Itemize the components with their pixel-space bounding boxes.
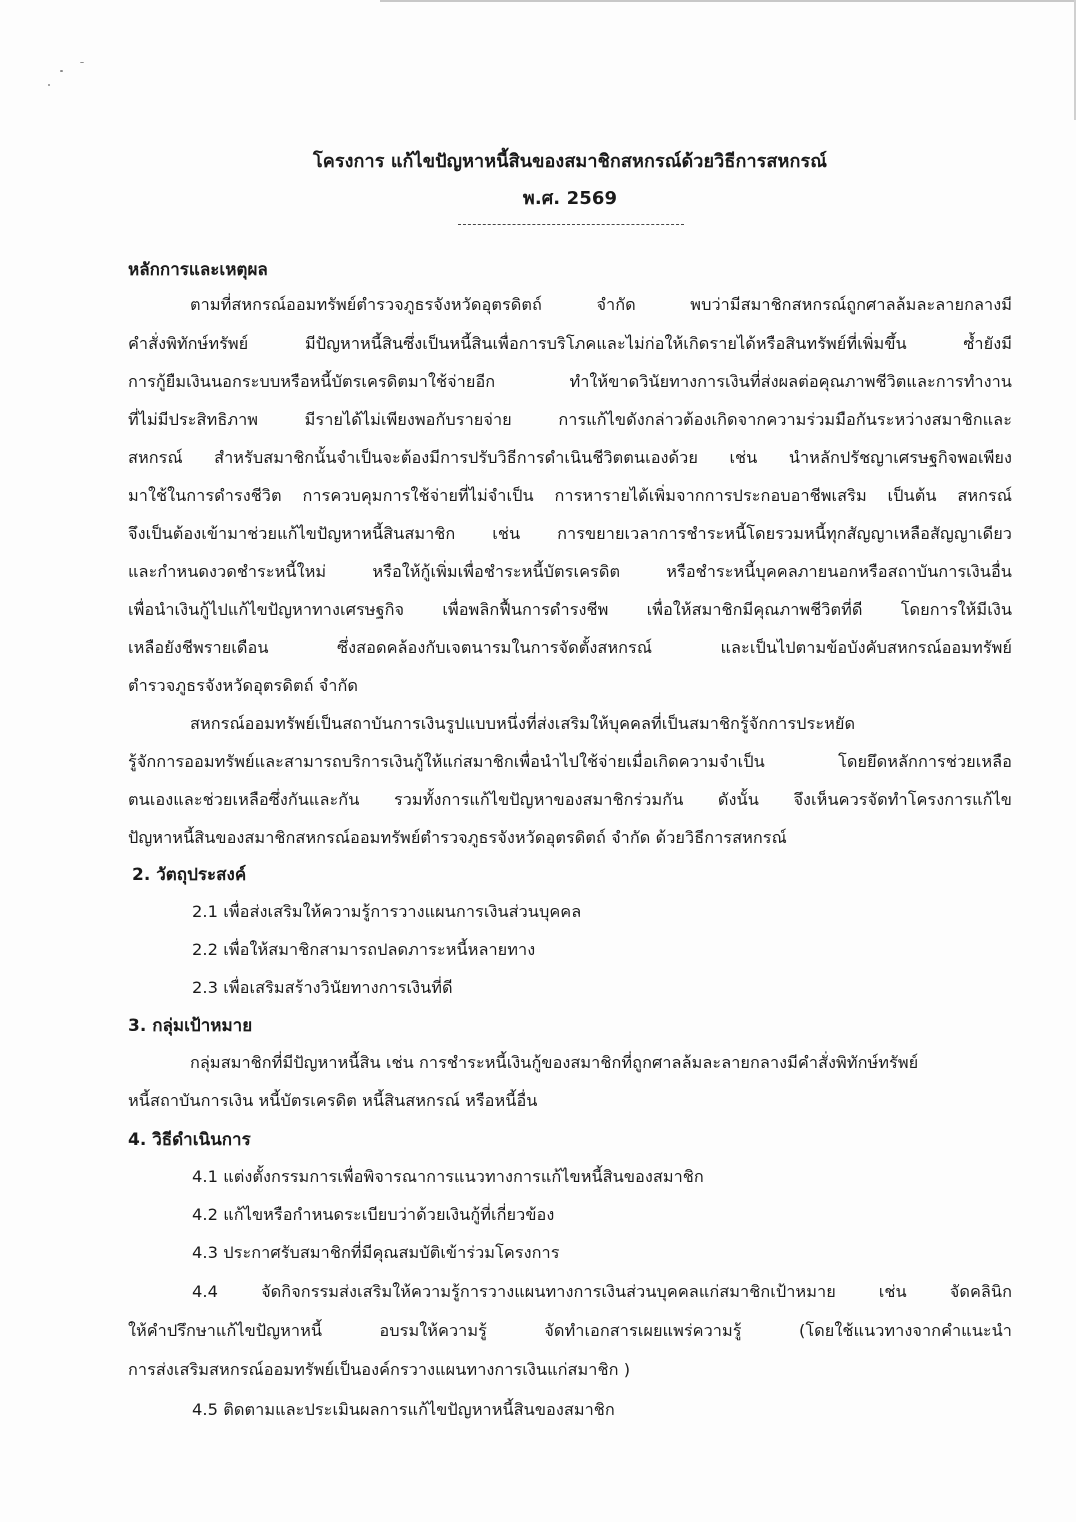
scan-speck (48, 84, 50, 86)
scan-edge (380, 0, 1076, 2)
paragraph-line: สหกรณ์ สำหรับสมาชิกนั้นจำเป็นจะต้องมีการปรับวิธีการดำเนินชีวิตตนเองด้วย เช่น นำหลักปรัชญาเศรษฐกิจพอเพียง (128, 448, 1012, 467)
objective-item: 2.1 เพื่อส่งเสริมให้ความรู้การวางแผนการเงินส่วนบุคคล (192, 902, 582, 921)
rationale-heading: หลักการและเหตุผล (128, 260, 268, 280)
paragraph-line: และกำหนดงวดชำระหนี้ใหม่ หรือให้กู้เพิ่มเพื่อชำระหนี้บัตรเครดิต หรือชำระหนี้บุคคลภายนอกหรือสถาบันการเงินอื่น (128, 562, 1012, 581)
paragraph-line: กลุ่มสมาชิกที่มีปัญหาหนี้สิน เช่น การชำระหนี้เงินกู้ของสมาชิกที่ถูกศาลล้มละลายกลางมีคำสั่งพิทักษ์ทรัพย์ (190, 1053, 919, 1072)
target-heading: 3. กลุ่มเป้าหมาย (128, 1016, 253, 1036)
document-title: โครงการ แก้ไขปัญหาหนี้สินของสมาชิกสหกรณ์ด้วยวิธีการสหกรณ์ (312, 151, 828, 172)
method-item: 4.1 แต่งตั้งกรรมการเพื่อพิจารณาการแนวทางการแก้ไขหนี้สินของสมาชิก (192, 1167, 704, 1186)
document-year: พ.ศ. 2569 (522, 188, 618, 209)
paragraph-line: ที่ไม่มีประสิทธิภาพ มีรายได้ไม่เพียงพอกับรายจ่าย การแก้ไขดังกล่าวต้องเกิดจากความร่วมมือกันระหว่างสมาชิกและ (128, 410, 1012, 429)
paragraph-line: ให้คำปรึกษาแก้ไขปัญหาหนี้ อบรมให้ความรู้ จัดทำเอกสารเผยแพร่ความรู้ (โดยใช้แนวทางจากคำแนะนำ (128, 1321, 1012, 1340)
method-item: 4.2 แก้ไขหรือกำหนดระเบียบว่าด้วยเงินกู้ที่เกี่ยวข้อง (192, 1205, 555, 1224)
dashed-divider (458, 224, 684, 225)
paragraph-line: หนี้สถาบันการเงิน หนี้บัตรเครดิต หนี้สินสหกรณ์ หรือหนี้อื่น (128, 1091, 538, 1110)
method-item: 4.3 ประกาศรับสมาชิกที่มีคุณสมบัติเข้าร่วมโครงการ (192, 1243, 560, 1262)
method-heading: 4. วิธีดำเนินการ (128, 1130, 251, 1150)
scan-speck (60, 70, 63, 72)
paragraph-line: มาใช้ในการดำรงชีวิต การควบคุมการใช้จ่ายที่ไม่จำเป็น การหารายได้เพิ่มจากการประกอบอาชีพเสริม เป็นต้น สหกรณ์ (128, 486, 1012, 505)
paragraph-line: การกู้ยืมเงินนอกระบบหรือหนี้บัตรเครดิตมาใช้จ่ายอีก ทำให้ขาดวินัยทางการเงินที่ส่งผลต่อคุณภาพชีวิตและการทำงาน (128, 372, 1012, 391)
paragraph-line: ตามที่สหกรณ์ออมทรัพย์ตำรวจภูธรจังหวัดอุตรดิตถ์ จำกัด พบว่ามีสมาชิกสหกรณ์ถูกศาลล้มละลายกลางมี (190, 295, 1012, 314)
scan-speck (80, 62, 84, 63)
paragraph-line: เหลือยังชีพรายเดือน ซึ่งสอดคล้องกับเจตนารมในการจัดตั้งสหกรณ์ และเป็นไปตามข้อบังคับสหกรณ์ออมทรัพย์ (128, 638, 1012, 657)
paragraph-line: จึงเป็นต้องเข้ามาช่วยแก้ไขปัญหาหนี้สินสมาชิก เช่น การขยายเวลาการชำระหนี้โดยรวมหนี้ทุกสัญญาเหลือสัญญาเดียว (128, 524, 1012, 543)
objective-item: 2.2 เพื่อให้สมาชิกสามารถปลดภาระหนี้หลายทาง (192, 940, 536, 959)
paragraph-line: เพื่อนำเงินกู้ไปแก้ไขปัญหาทางเศรษฐกิจ เพื่อพลิกฟื้นการดำรงชีพ เพื่อให้สมาชิกมีคุณภาพชีวิตที่ดี โดยการให้มีเงิน (128, 600, 1012, 619)
objective-item: 2.3 เพื่อเสริมสร้างวินัยทางการเงินที่ดี (192, 978, 453, 997)
paragraph-line: ตำรวจภูธรจังหวัดอุตรดิตถ์ จำกัด (128, 676, 358, 695)
paragraph-line: สหกรณ์ออมทรัพย์เป็นสถาบันการเงินรูปแบบหนึ่งที่ส่งเสริมให้บุคคลที่เป็นสมาชิกรู้จักการประหยัด (190, 714, 856, 733)
method-item: 4.5 ติดตามและประเมินผลการแก้ไขปัญหาหนี้สินของสมาชิก (192, 1400, 615, 1419)
paragraph-line: การส่งเสริมสหกรณ์ออมทรัพย์เป็นองค์กรวางแผนทางการเงินแก่สมาชิก ) (128, 1360, 631, 1379)
method-item: 4.4 จัดกิจกรรมส่งเสริมให้ความรู้การวางแผนทางการเงินส่วนบุคคลแก่สมาชิกเป้าหมาย เช่น จัดคลินิก (192, 1282, 1012, 1301)
paragraph-line: รู้จักการออมทรัพย์และสามารถบริการเงินกู้ให้แก่สมาชิกเพื่อนำไปใช้จ่ายเมื่อเกิดความจำเป็น โดยยึดหลักการช่วยเหลือ (128, 752, 1012, 771)
objectives-heading: 2. วัตถุประสงค์ (132, 865, 247, 885)
paragraph-line: ปัญหาหนี้สินของสมาชิกสหกรณ์ออมทรัพย์ตำรวจภูธรจังหวัดอุตรดิตถ์ จำกัด ด้วยวิธีการสหกรณ์ (128, 828, 787, 847)
paragraph-line: คำสั่งพิทักษ์ทรัพย์ มีปัญหาหนี้สินซึ่งเป็นหนี้สินเพื่อการบริโภคและไม่ก่อให้เกิดรายได้หรือสินทรัพย์ที่เพิ่มขึ้น ซ้ำยังมี (128, 334, 1012, 353)
paragraph-line: ตนเองและช่วยเหลือซึ่งกันและกัน รวมทั้งการแก้ไขปัญหาของสมาชิกร่วมกัน ดังนั้น จึงเห็นควรจัดทำโครงการแก้ไข (128, 790, 1012, 809)
